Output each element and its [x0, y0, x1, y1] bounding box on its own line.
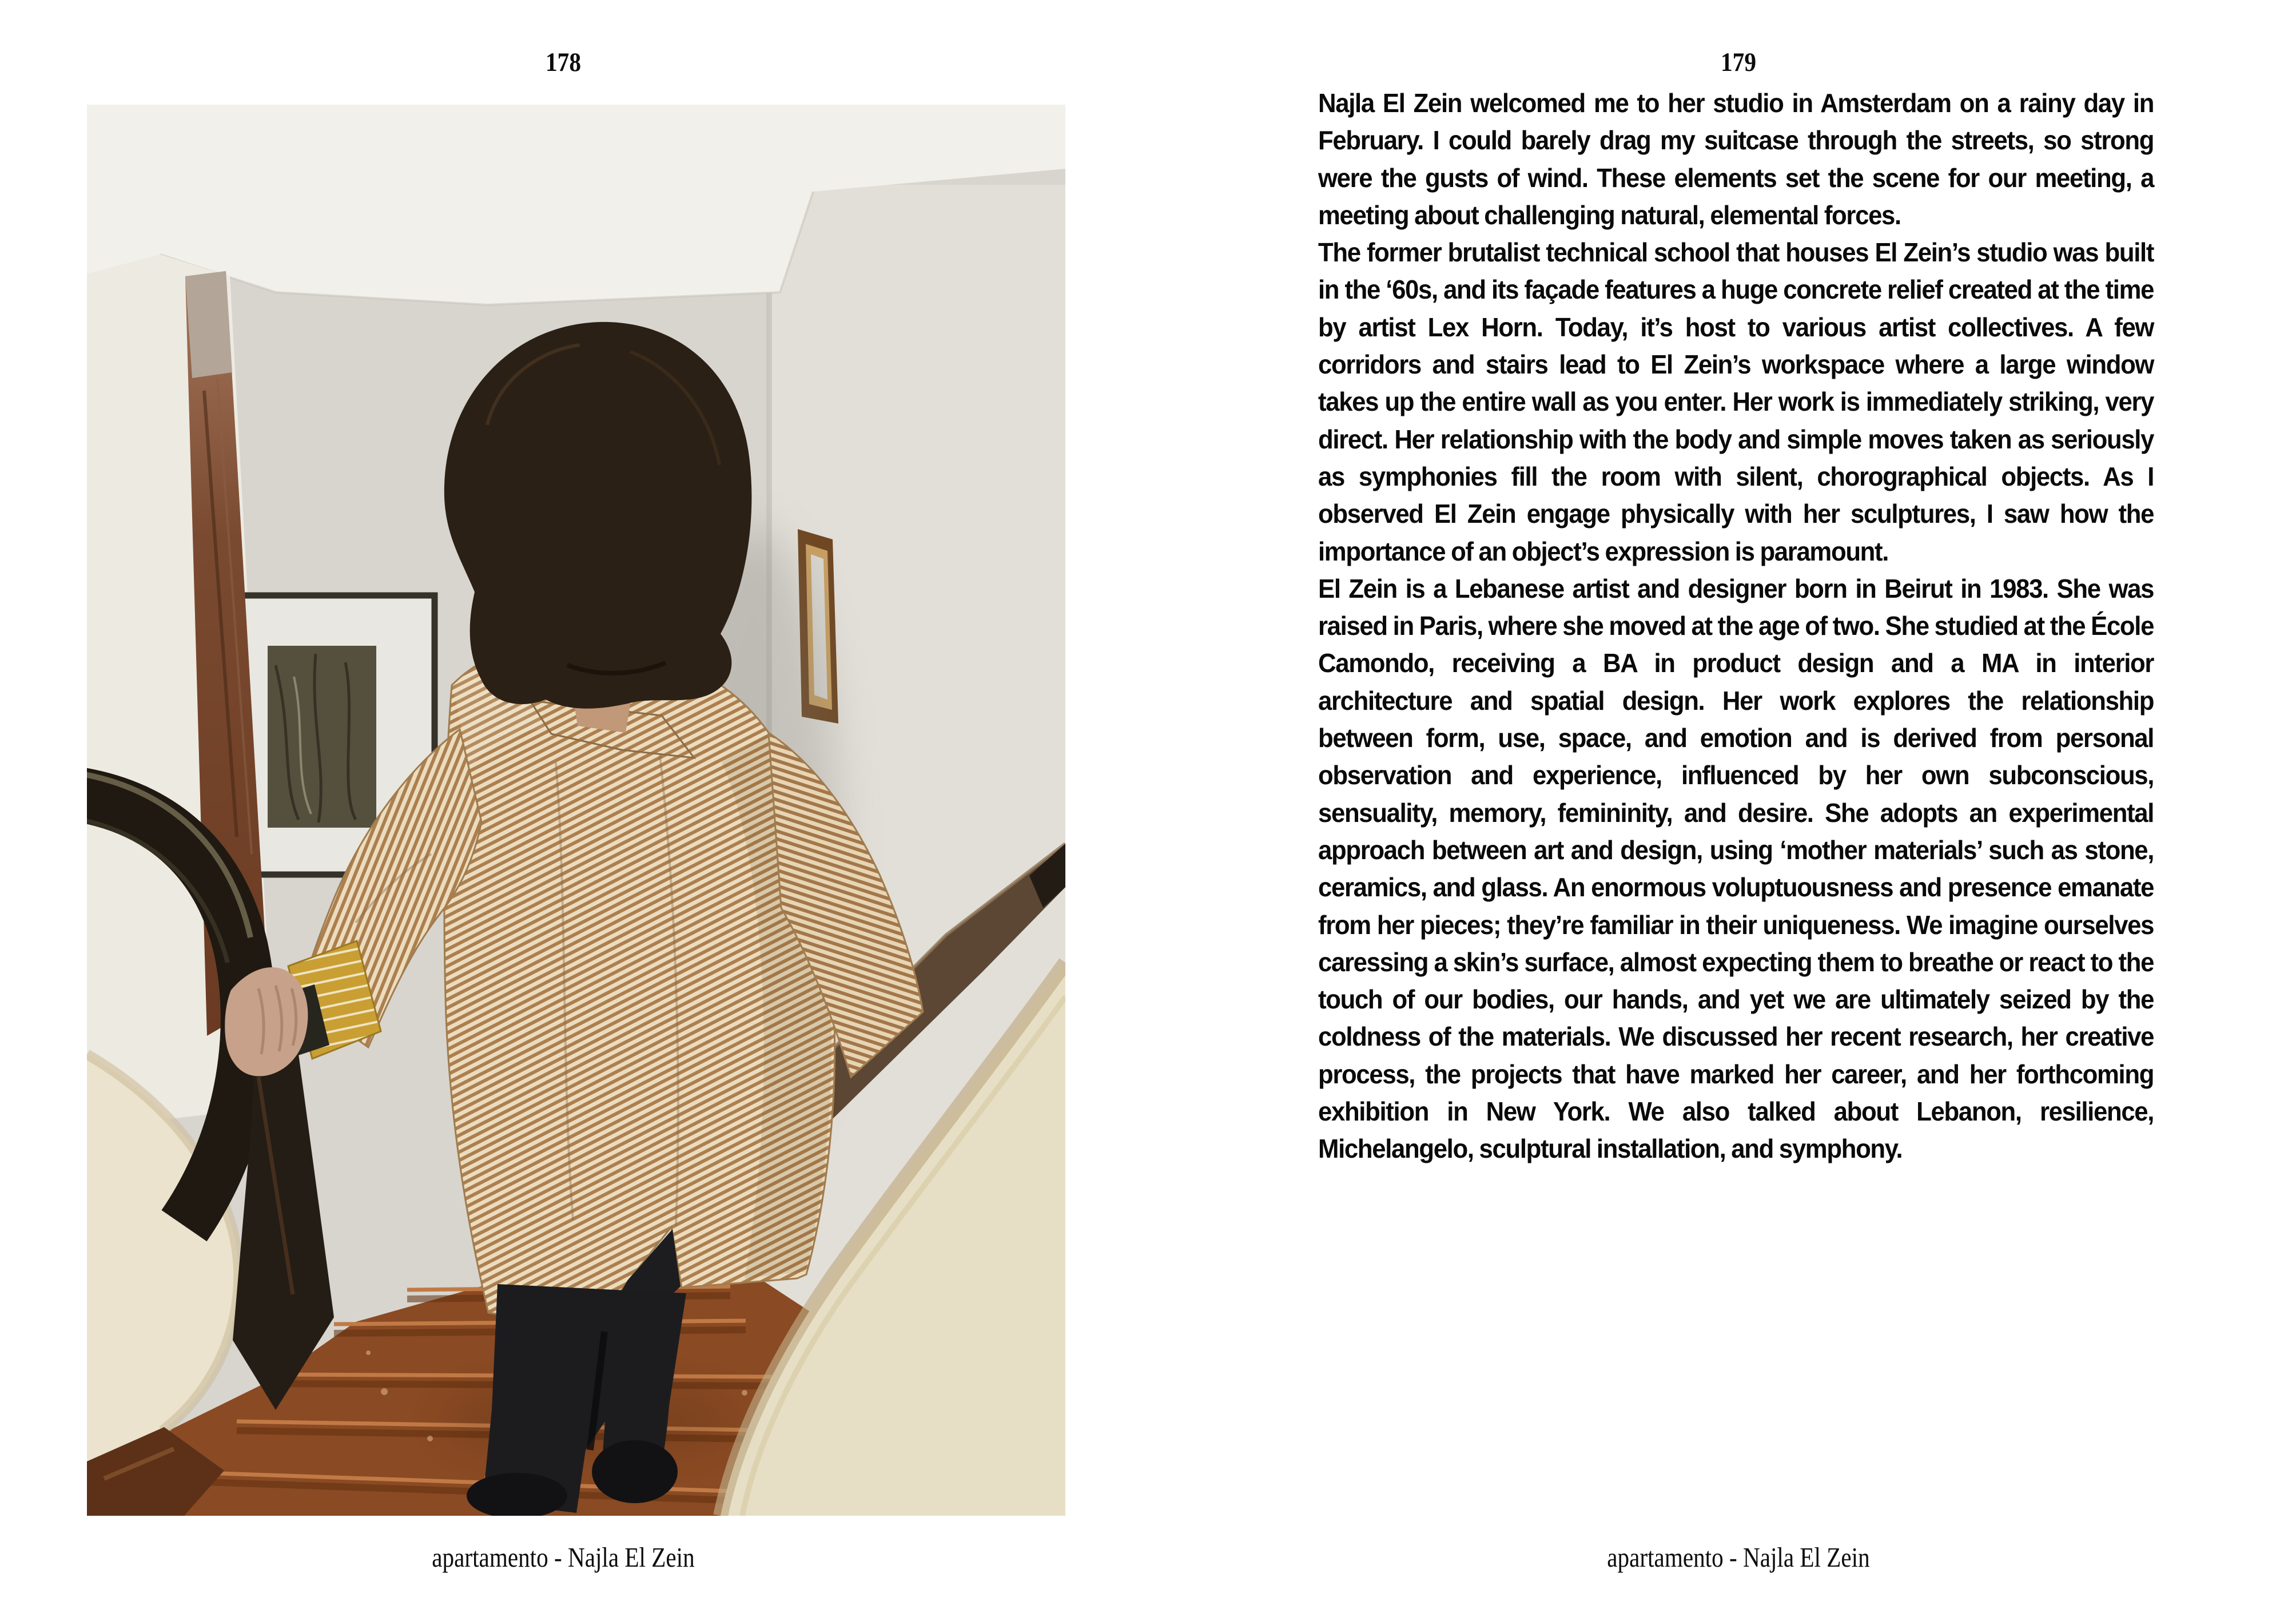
- staircase-photo-art: [87, 105, 1065, 1516]
- staircase-photo: [87, 105, 1065, 1516]
- right-page: [1148, 0, 2296, 1621]
- left-footer: apartamento - Najla El Zein: [432, 1541, 695, 1573]
- page-number-left: 178: [545, 47, 582, 77]
- page-number-right: 179: [1720, 47, 1757, 77]
- paragraph: The former brutalist technical school that houses El Zein’s studio was built in the ‘60s, and its façade features a huge concrete relief created at the time by artist Lex Horn. Today, it’s host to various artist collectives. A few corridors and stairs lead to El Zein’s workspace where a large window takes up the entire wall as you enter. Her work is immediately striking, very direct. Her relationship with the body and simple moves taken as seriously as symphonies fill the room with silent, chorographical objects. As I observed El Zein engage physically with her sculptures, I saw how the importance of an object’s expression is paramount.: [1318, 237, 2154, 566]
- paragraph: El Zein is a Lebanese artist and designer born in Beirut in 1983. She was raised in Paris, where she moved at the age of two. She studied at the École Camondo, receiving a BA in product design and a MA in interior architecture and spatial design. Her work explores the relationship between form, use, space, and emotion and is derived from personal observation and experience, influenced by her own subconscious, sensuality, memory, femininity, and desire. She adopts an experimental approach between art and design, using ‘mother materials’ such as stone, ceramics, and glass. An enormous voluptuousness and presence emanate from her pieces; they’re familiar in their uniqueness. We imagine ourselves caressing a skin’s surface, almost expecting them to breathe or react to the touch of our bodies, our hands, and yet we are ultimately seized by the coldness of the materials. We discussed her recent research, her creative process, the projects that have marked her career, and her forthcoming exhibition in New York. We also talked about Lebanon, resilience, Michelangelo, sculptural installation, and symphony.: [1318, 573, 2154, 1164]
- paragraph: Najla El Zein welcomed me to her studio in Amsterdam on a rainy day in February. I could barely drag my suitcase through the streets, so strong were the gusts of wind. These elements set the scene for our meeting, a meeting about challenging natural, elemental forces.: [1318, 88, 2154, 230]
- right-boot: [592, 1440, 678, 1503]
- newel-weathered-tip: [185, 271, 232, 378]
- interview-intro-text: [1318, 85, 2154, 1168]
- hair: [444, 322, 752, 709]
- right-footer: apartamento - Najla El Zein: [1607, 1541, 1870, 1573]
